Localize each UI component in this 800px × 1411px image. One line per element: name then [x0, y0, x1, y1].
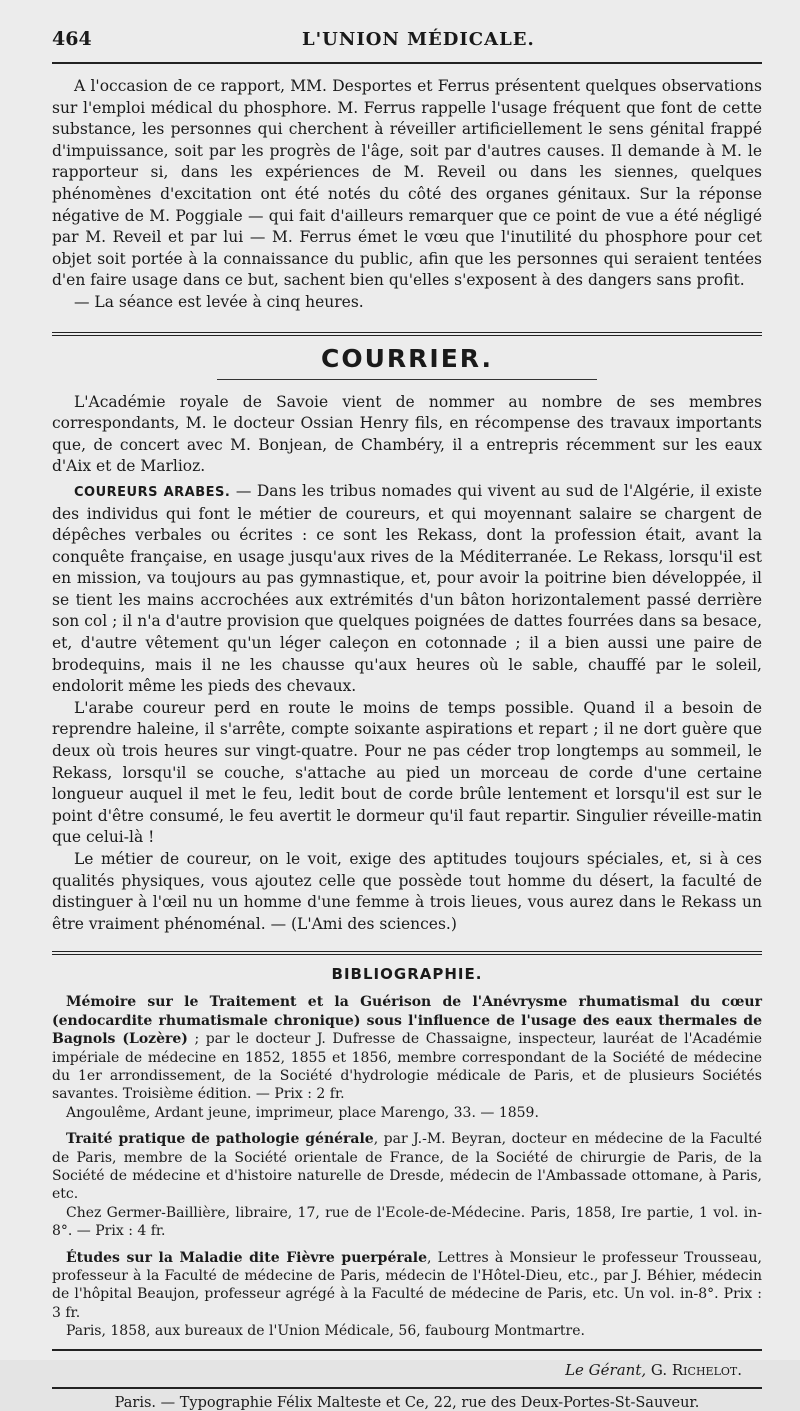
- signature-name: G. Richelot.: [650, 1360, 742, 1379]
- courrier-paragraph: L'arabe coureur perd en route le moins de temps possible. Quand il a besoin de reprendre haleine, il s'arrête, compte soixante aspirations et repart ; il ne dort guère que deux où trois heures sur vingt-quatre. Pour ne pas céder trop longtemps au sommeil, le Rekass, lorsqu'il se couche, s'attache au pied un morceau de corde d'une certaine longueur auquel il met le feu, ledit bout de corde brûle lentement et lorsqu'il est sur le point d'être consumé, le feu avertit le dormeur qu'il faut repartir. Singulier réveille-matin que celui-là !: [52, 698, 762, 847]
- printer-rule: [52, 1387, 762, 1389]
- section-divider: [52, 951, 762, 955]
- bibliography-entry: [52, 1249, 762, 1341]
- entry-body: [52, 1130, 762, 1204]
- entry-description: , par J.-M. Beyran, docteur en médecine de la Faculté de Paris, membre de la Société orientale de France, de la Société de chirurgie de Paris, de la Société de médecine et d'histoire naturelle de Dresde, médecin de l'Ambassade ottomane, à Paris, etc.: [52, 1131, 762, 1203]
- entry-imprint: Chez Germer-Baillière, libraire, 17, rue de l'Ecole-de-Médecine. Paris, 1858, Ire partie, 1 vol. in-8°. — Prix : 4 fr.: [52, 1204, 762, 1240]
- page-header: [52, 28, 762, 62]
- coureurs-paragraph: [52, 481, 762, 698]
- running-head: L'UNION MÉDICALE.: [302, 29, 535, 50]
- entry-body: [52, 1249, 762, 1323]
- entry-title: Traité pratique de pathologie générale: [66, 1131, 374, 1148]
- entry-description: , Lettres à Monsieur le professeur Trousseau, professeur à la Faculté de médecine de Paris, médecin de l'Hôtel-Dieu, etc., par J. Béhier, médecin de l'hôpital Beaujon, professeur agrégé à la Faculté de médecine de Paris, etc. Un vol. in-8°. Prix : 3 fr.: [52, 1249, 762, 1321]
- title-underline: [217, 379, 597, 380]
- section-title-courrier: COURRIER.: [321, 343, 493, 373]
- coureurs-heading: COUREURS ARABES.: [74, 484, 231, 500]
- entry-title: Mémoire sur le Traitement et la Guérison de l'Anévrysme rhumatismal du cœur (endocardite rhumatismale chronique) sous l'influence de l'usage des eaux thermales de Bagnols (Lozère): [52, 994, 762, 1048]
- signature: [52, 1361, 742, 1379]
- courrier-section: [52, 344, 762, 936]
- report-paragraph: A l'occasion de ce rapport, MM. Desportes et Ferrus présentent quelques observations sur l'emploi médical du phosphore. M. Ferrus rappelle l'usage fréquent que font de cette substance, les personnes qui cherchent à réveiller artificiellement le sens génital frappé d'impuissance, soit par les progrès de l'âge, soit par d'autres causes. Il demande à M. le rapporteur si, dans les expériences de M. Reveil ou dans les siennes, quelques phénomènes d'excitation ont été notés du côté des organes génitaux. Sur la réponse négative de M. Poggiale — qui fait d'ailleurs remarquer que ce point de vue a été négligé par M. Reveil et par lui — M. Ferrus émet le vœu que l'inutilité du phosphore pour cet objet soit portée à la connaissance du public, afin que les personnes qui seraient tentées d'en faire usage dans ce but, sachent bien qu'elles s'exposent à des dangers sans profit.: [52, 77, 762, 290]
- section-divider: [52, 332, 762, 336]
- footer-rule: [52, 1349, 762, 1351]
- entry-imprint: Paris, 1858, aux bureaux de l'Union Médicale, 56, faubourg Montmartre.: [66, 1323, 585, 1340]
- courrier-paragraph: L'Académie royale de Savoie vient de nommer au nombre de ses membres correspondants, M. le docteur Ossian Henry fils, en récompense des travaux importants que, de concert avec M. Bonjean, de Chambéry, il a entrepris récemment sur les eaux d'Aix et de Marlioz.: [52, 392, 762, 476]
- bibliography-entry: [52, 1130, 762, 1240]
- courrier-paragraph: Le métier de coureur, on le voit, exige des aptitudes toujours spéciales, et, si à ces qualités physiques, vous ajoutez celle que possède tout homme du désert, la faculté de distinguer à l'œil nu un homme d'une femme à trois lieues, vous aurez dans le Rekass un être vraiment phénoménal. — (L'Ami des sciences.): [52, 850, 762, 933]
- report-closing: — La séance est levée à cinq heures.: [74, 292, 364, 311]
- signature-role: Le Gérant,: [565, 1360, 647, 1379]
- printer-imprint: Paris. — Typographie Félix Malteste et Ce, 22, rue des Deux-Portes-St-Sauveur.: [114, 1394, 700, 1411]
- report-section: [52, 76, 762, 314]
- entry-title: Études sur la Maladie dite Fièvre puerpérale: [66, 1249, 428, 1266]
- entry-description: ; par le docteur J. Dufresse de Chassaigne, inspecteur, lauréat de l'Académie impériale de médecine en 1852, 1855 et 1856, membre correspondant de la Société de médecine du 1er arrondissement, de la Société d'hydrologie médicale de Paris, et de plusieurs Sociétés savantes. Troisième édition. — Prix : 2 fr.: [52, 1031, 762, 1103]
- entry-body: [52, 993, 762, 1103]
- coureurs-text: — Dans les tribus nomades qui vivent au sud de l'Algérie, il existe des individus qui font le métier de coureurs, et qui moyennant salaire se chargent de dépêches verbales ou écrites : ce sont les Rekass, dont la profession était, avant la conquête française, en usage jusqu'aux rives de la Méditerranée. Le Rekass, lorsqu'il est en mission, va toujours au pas gymnastique, et, pour avoir la poitrine bien développée, il se tient les mains accrochées aux extrémités d'un bâton horizontalement passé derrière son col ; il n'a d'autre provision que quelques poignées de dattes fourrées dans sa besace, et, d'autre vêtement qu'un léger caleçon en cotonnade ; il a bien aussi une paire de brodequins, mais il ne les chausse qu'aux heures où le sable, chauffé par le soleil, endolorit même les pieds des chevaux.: [52, 481, 762, 696]
- entry-imprint: Angoulême, Ardant jeune, imprimeur, place Marengo, 33. — 1859.: [66, 1104, 539, 1121]
- bibliography-entry: [52, 993, 762, 1122]
- header-rule: [52, 62, 762, 64]
- section-title-bibliographie: BIBLIOGRAPHIE.: [331, 965, 483, 984]
- bibliographie-section: [52, 965, 762, 1340]
- page-number: 464: [52, 28, 92, 50]
